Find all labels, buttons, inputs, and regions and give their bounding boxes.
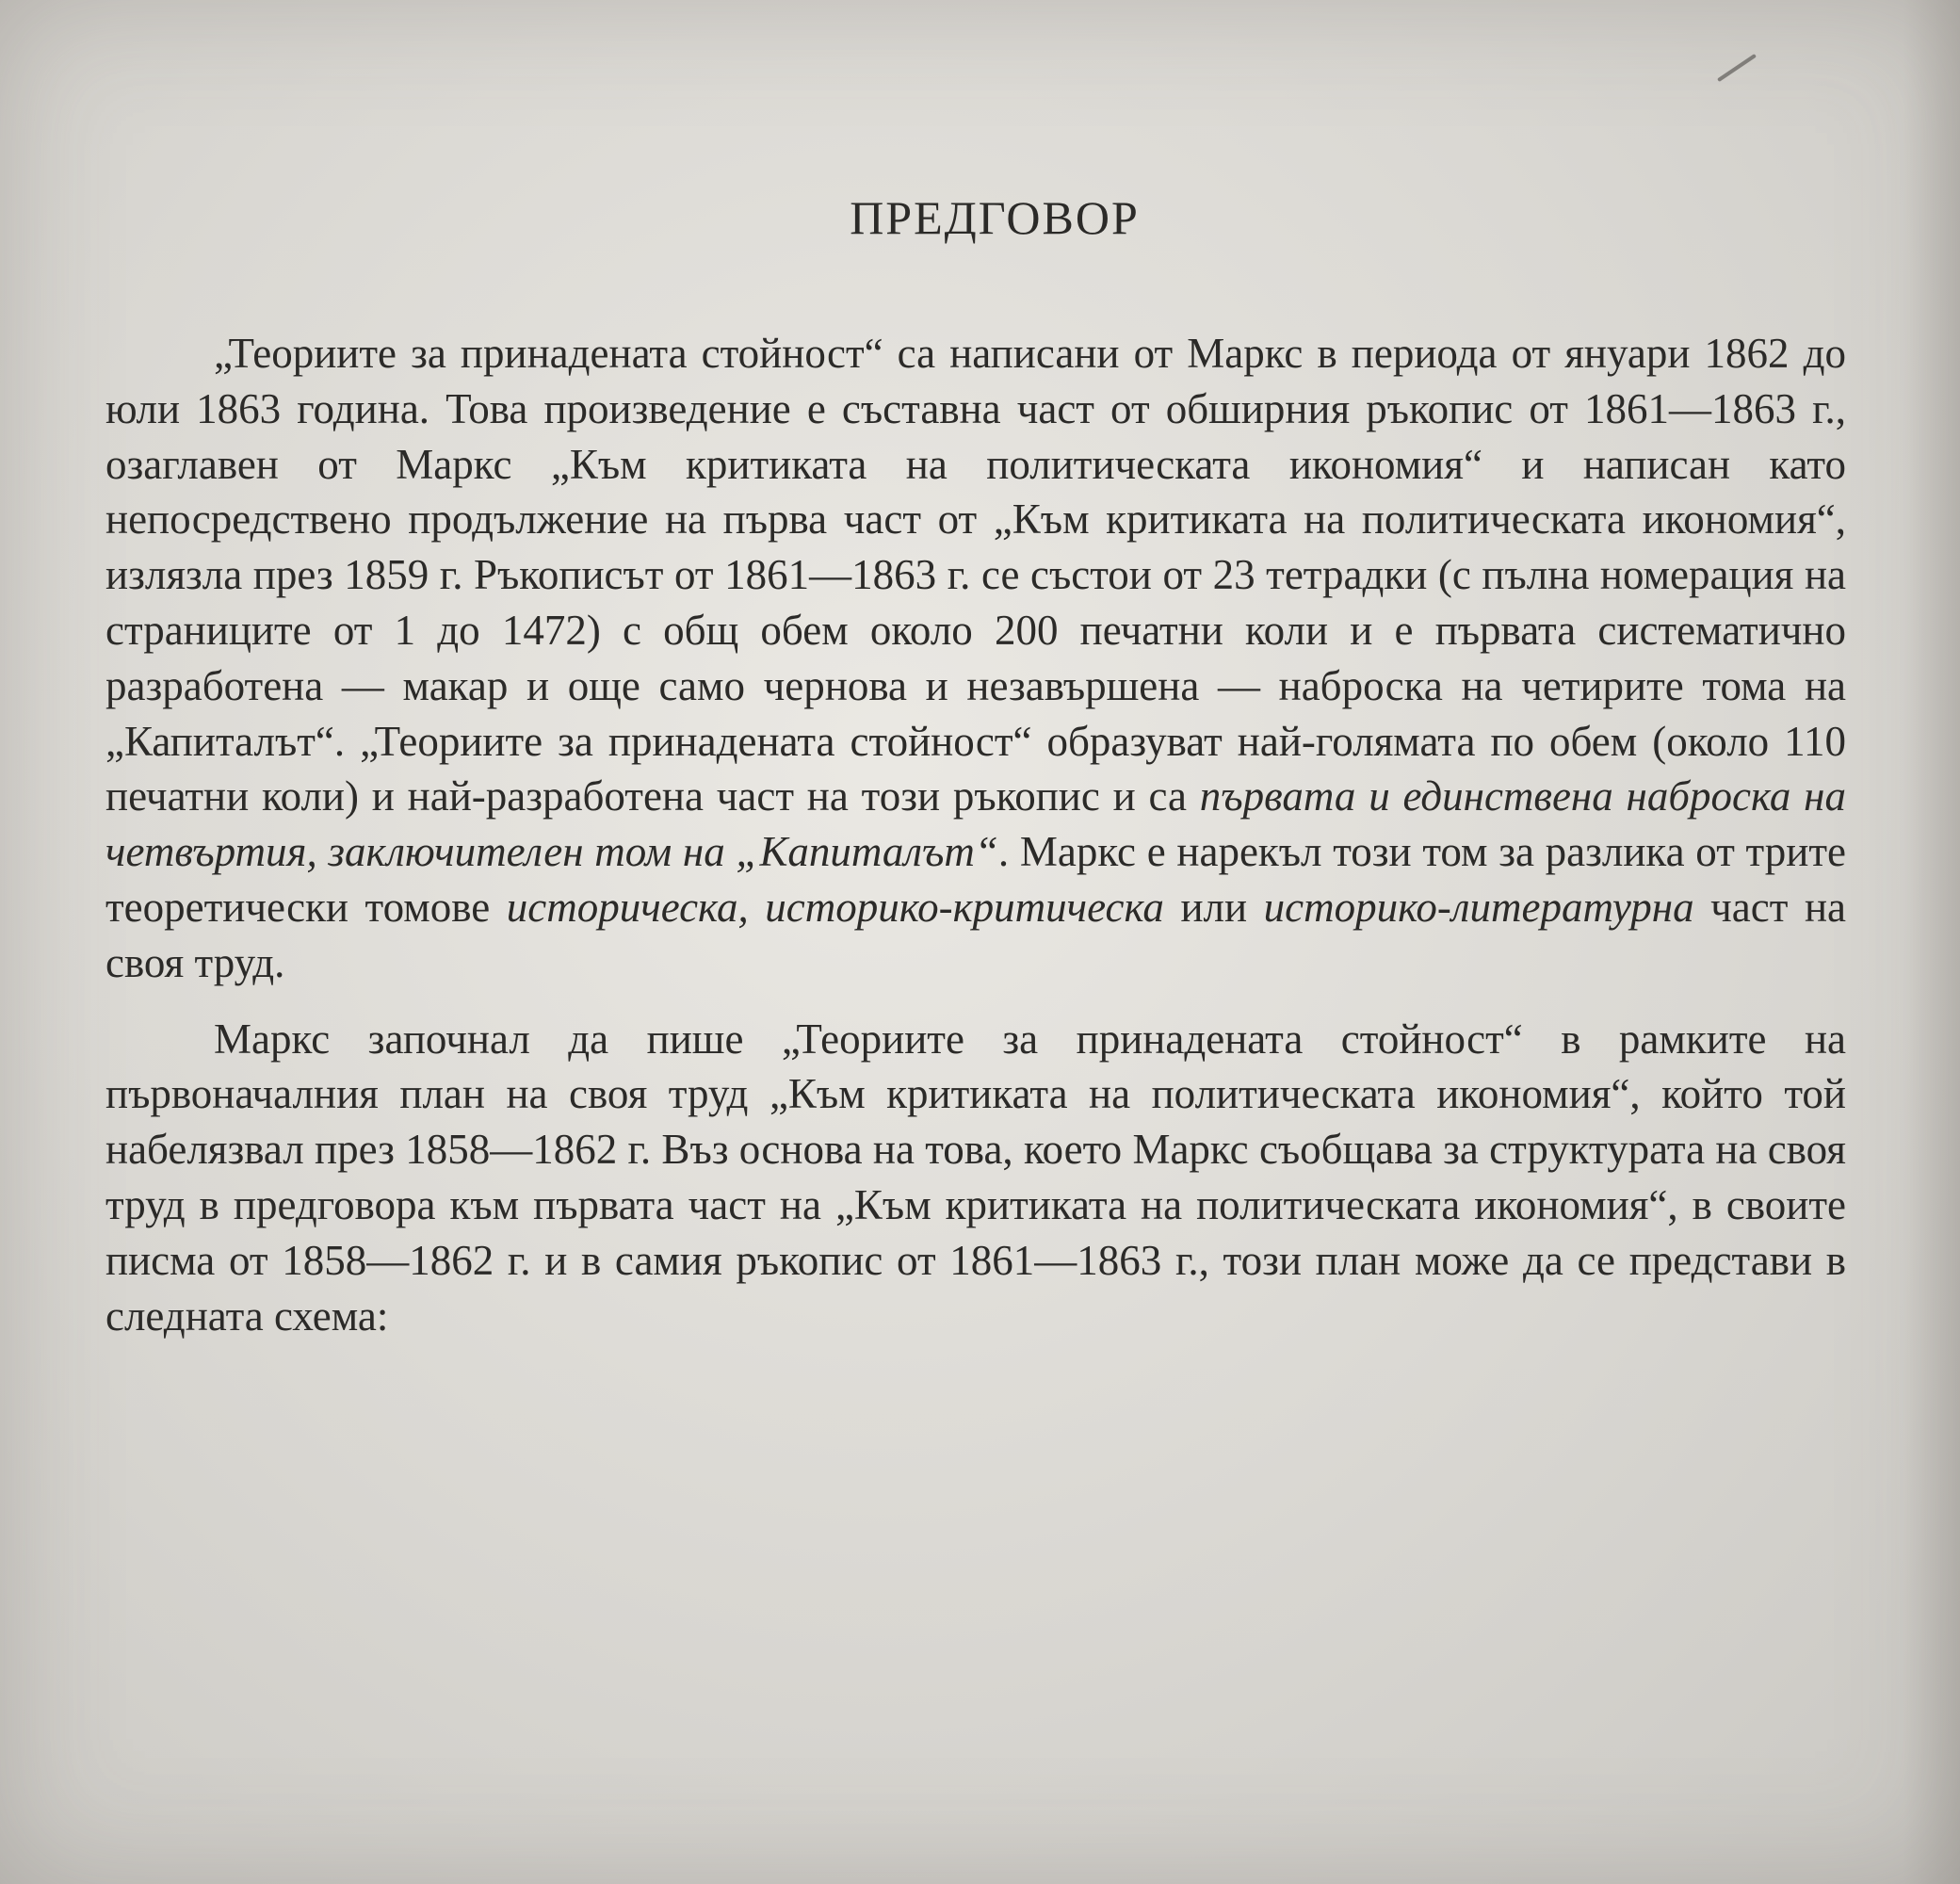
- pencil-mark: [1717, 54, 1757, 82]
- italic-segment: историческа, историко-критическа: [506, 883, 1164, 931]
- page-text: [105, 179, 1846, 1343]
- paragraph-1: [105, 326, 1846, 991]
- page-title: ПРЕДГОВОР: [850, 191, 1140, 244]
- italic-segment: историко-литературна: [1263, 883, 1694, 931]
- page-edge-shadow: [1903, 0, 1960, 1884]
- text-segment: . Маркс е нарекъл този том за разлика от трите теоретически томове: [105, 828, 1846, 931]
- text-segment: част на своя труд.: [105, 883, 1846, 986]
- italic-segment: първата и единствена наброска на четвъртия, заключителен том на „Капиталът“: [105, 772, 1846, 876]
- text-segment: Маркс започнал да пише „Теориите за принадената стойност“ в рамките на първоначалния план на своя труд „Към критиката на политическата икономия“, който той набелязвал през 1858—1862 г. Въз основа на това, което Маркс съобщава за структурата на своя труд в предговора към първата част на „Към критиката на политическата икономия“, в своите писма от 1858—1862 г. и в самия ръкопис от 1861—1863 г., този план може да се представи в следната схема:: [105, 1015, 1846, 1340]
- paragraph-2: [105, 1012, 1846, 1344]
- text-segment: „Теориите за принадената стойност“ са написани от Маркс в периода от януари 1862 до юли 1863 година. Това произведение е съставна част от обширния ръкопис от 1861—1863 г., озаглавен от Маркс „Към критиката на политическата икономия“ и написан като непосредствено продължение на първа част от „Към критиката на политическата икономия“, излязла през 1859 г. Ръкописът от 1861—1863 г. се състои от 23 тетрадки (с пълна номерация на страниците от 1 до 1472) с общ обем около 200 печатни коли и е първата систематично разработена — макар и още само чернова и незавършена — наброска на четирите тома на „Капиталът“. „Теориите за принадената стойност“ образуват най-голямата по обем (около 110 печатни коли) и най-разработена част на този ръкопис и са: [105, 330, 1846, 820]
- text-segment: или: [1163, 883, 1264, 931]
